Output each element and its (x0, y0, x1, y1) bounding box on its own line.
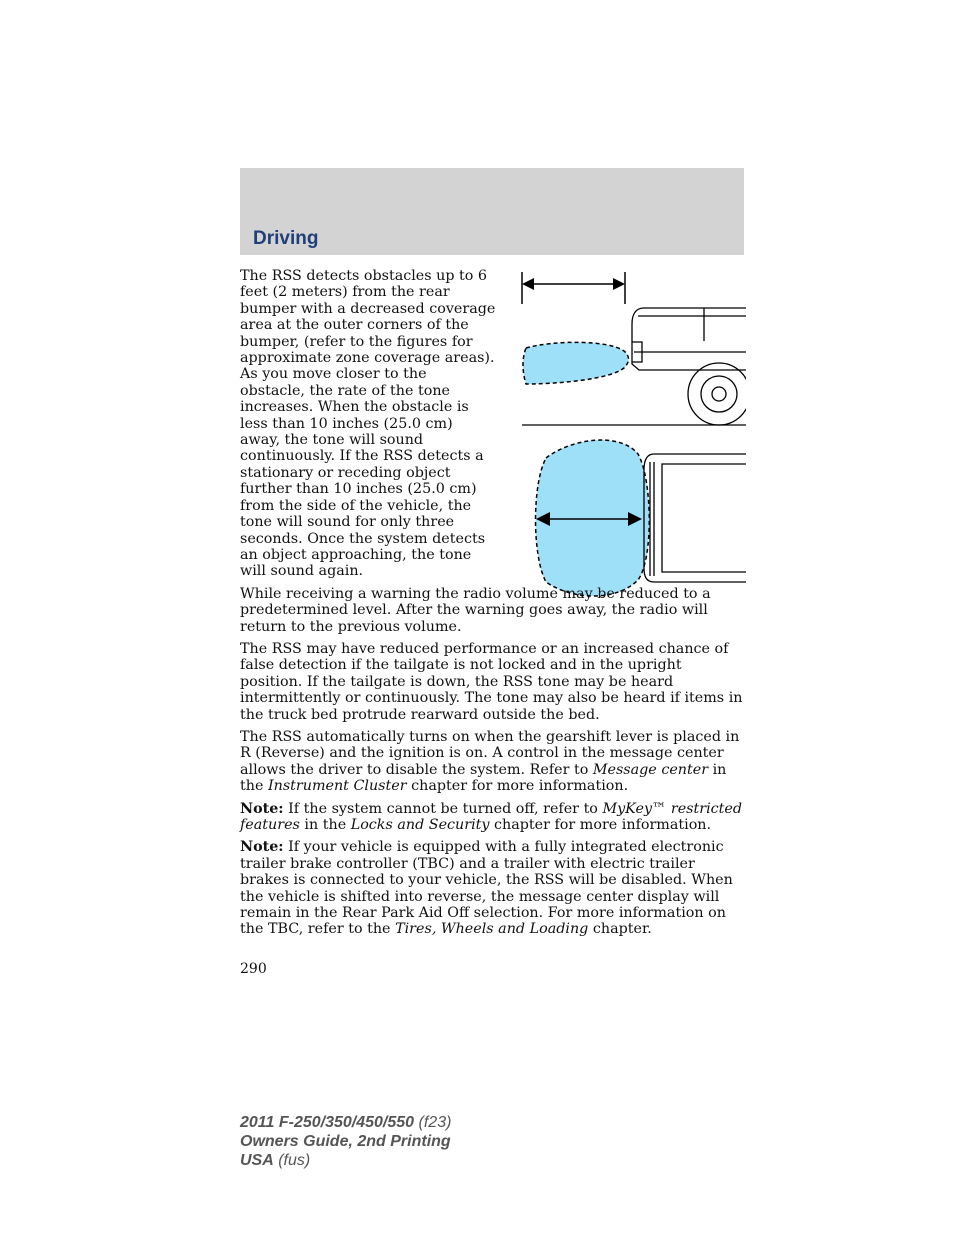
note-tbc (240, 839, 744, 937)
footer-region: USA (240, 1152, 274, 1169)
xref-locks-security: Locks and Security (350, 817, 490, 833)
section-title: Driving (253, 228, 319, 249)
xref-instrument-cluster: Instrument Cluster (267, 778, 407, 795)
paragraph-radio-volume (240, 586, 744, 635)
footer-model: 2011 F-250/350/450/550 (240, 1114, 415, 1131)
footer-line-1 (240, 1113, 451, 1132)
paragraph-auto-on-text-b: in the (240, 761, 727, 795)
footer-region-code: (fus) (273, 1152, 311, 1169)
note-label: Note: (240, 800, 284, 817)
xref-tires-wheels-loading: Tires, Wheels and Loading (395, 921, 589, 938)
note-tbc-text-b: chapter. (588, 921, 652, 938)
footer-model-code: (f23) (414, 1114, 452, 1131)
footer-guide: Owners Guide, 2nd Printing (240, 1133, 451, 1150)
footer-line-2 (240, 1132, 451, 1151)
note-tbc-text-a: If your vehicle is equipped with a fully integrated electronic trailer brake controller (TBC) and a trailer with electric trailer brakes is connected to your vehicle, the RSS will be disabled. When the vehicle is shifted into reverse, the message center display will remain in the Rear Park Aid Off selection. For more information on the TBC, refer to the (240, 839, 733, 938)
paragraph-auto-on (240, 729, 744, 795)
xref-message-center: Message center (592, 761, 709, 778)
note-mykey-text-a: If the system cannot be turned off, refer to (283, 800, 603, 817)
note-mykey-text-b: in the (299, 817, 351, 833)
note-mykey (240, 801, 744, 834)
paragraph-auto-on-text-a: The RSS automatically turns on when the gearshift lever is placed in R (Reverse) and the ignition is on. A control in the message center allows the driver to disable the system. Refer to (240, 728, 740, 778)
paragraph-auto-on-text-c: chapter for more information. (406, 778, 629, 795)
xref-mykey: MyKey™ restricted features (240, 800, 743, 833)
footer-line-3 (240, 1151, 451, 1170)
paragraph-rss-range: The RSS detects obstacles up to 6 feet (2 meters) from the rear bumper with a decreased coverage area at the outer corners of the bumper, (refer to the figures for approximate zone coverage areas). As you move closer to the obstacle, the rate of the tone increases. When the obstacle is less than 10 inches (25.0 cm) away, the tone will sound continuously. If the RSS detects a stationary or receding object further than 10 inches (25.0 cm) from the side of the vehicle, the tone will sound for only three seconds. Once the system detects an object approaching, the tone will sound again. (240, 268, 496, 580)
page-number: 290 (240, 961, 267, 977)
note-label: Note: (240, 839, 284, 856)
note-mykey-text-c: chapter for more information. (489, 817, 712, 833)
paragraph-tailgate: The RSS may have reduced performance or an increased chance of false detection if the tailgate is not locked and in the upright position. If the tailgate is down, the RSS tone may be heard intermittently or continuously. The tone may also be heard if items in the truck bed protrude rearward outside the bed. (240, 640, 743, 723)
page-body (240, 268, 744, 944)
document-footer (240, 1113, 451, 1170)
paragraph-radio-volume-text: While receiving a warning the radio volume may be reduced to a predetermined level. After the warning goes away, the radio will return to the previous volume. (240, 585, 711, 635)
